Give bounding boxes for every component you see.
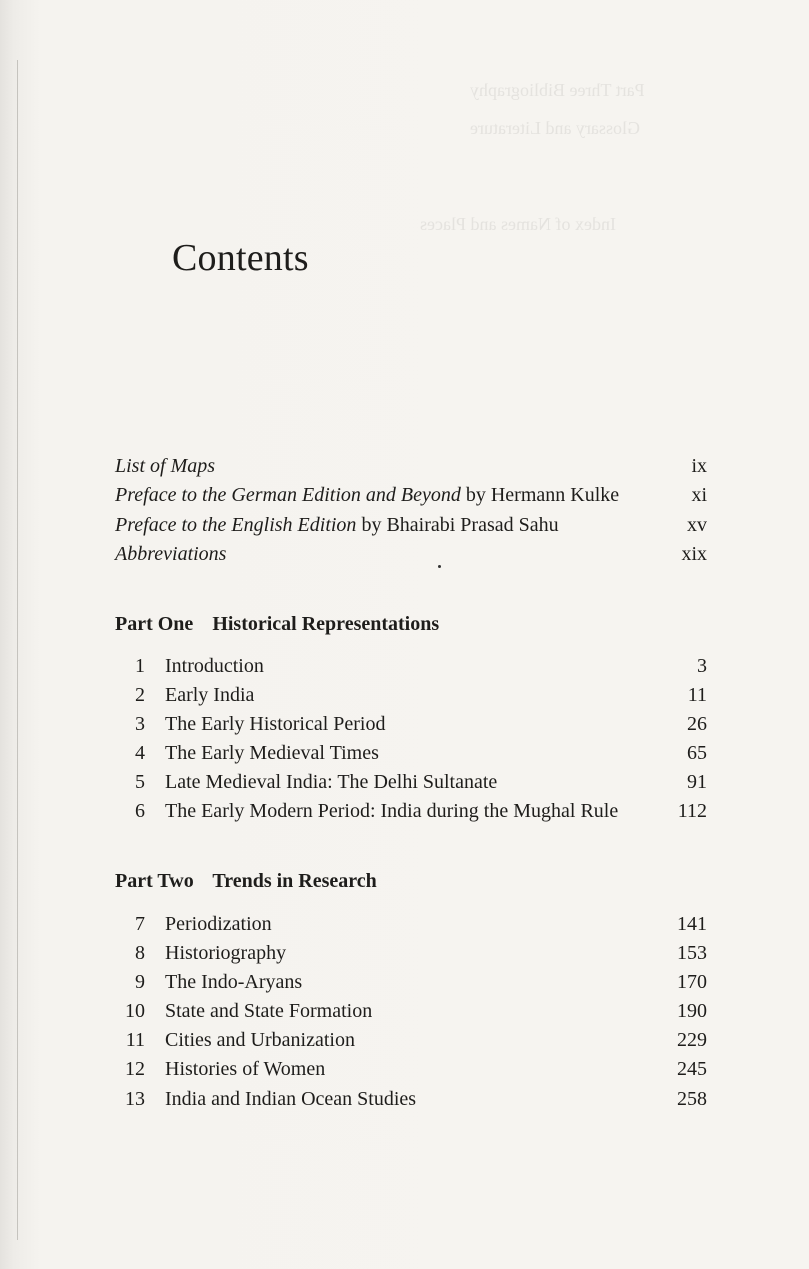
chapter-row [115,910,707,939]
chapter-title: The Early Modern Period: India during the Mughal Rule [165,800,619,823]
chapter-page: 141 [677,913,707,935]
chapter-page: 112 [677,800,707,823]
toc-entry [115,540,707,569]
chapter-page: 258 [677,1087,707,1110]
chapter-row [115,739,707,768]
chapter-list [115,652,707,827]
chapter-title: Cities and Urbanization [165,1029,355,1052]
chapter-number: 1 [135,655,145,677]
chapter-page: 170 [677,971,707,994]
chapter-page: 229 [677,1029,707,1052]
chapter-title: Historiography [165,942,287,965]
chapter-number: 9 [135,971,145,994]
part-heading [115,866,377,896]
entry-author: by Hermann Kulke [460,484,620,507]
entry-page: xv [687,513,707,536]
chapter-page: 153 [677,942,707,965]
chapter-title: Introduction [165,655,264,677]
entry-page: xix [681,542,707,565]
bleed-through-text: Index of Names and Places [420,214,616,234]
chapter-row [115,997,707,1026]
chapter-page: 26 [687,713,707,736]
print-speck [438,565,441,568]
chapter-page: 91 [687,771,707,794]
chapter-page: 65 [687,742,707,765]
chapter-number: 4 [135,742,145,765]
chapter-number: 10 [125,1000,145,1023]
chapter-page: 11 [687,684,707,707]
chapter-number: 2 [135,684,145,707]
chapter-row [115,939,707,968]
toc-entry [115,511,707,540]
bleed-through-text: Part Three Bibliography [470,80,645,100]
page-title: Contents [172,237,309,279]
front-matter-list [115,452,707,569]
chapter-page: 190 [677,1000,707,1023]
chapter-title: The Indo-Aryans [165,971,303,994]
chapter-row [115,710,707,739]
chapter-number: 7 [135,913,145,935]
chapter-row [115,1055,707,1084]
chapter-row [115,1085,707,1114]
entry-title: Abbreviations [115,542,227,565]
chapter-number: 11 [125,1029,145,1052]
bleed-through-text: Glossary and Literature [470,118,640,138]
chapter-row [115,797,707,826]
chapter-title: State and State Formation [165,1000,373,1023]
part-heading [115,609,439,639]
entry-title: Preface to the English Edition [115,513,357,536]
chapter-row [115,1026,707,1055]
part-title: Historical Representations [212,613,440,635]
part-label: Part Two [115,870,194,892]
chapter-number: 3 [135,713,145,736]
chapter-page: 245 [677,1058,707,1081]
chapter-list [115,910,707,1114]
page-gutter [17,60,18,1240]
chapter-page: 3 [697,655,707,677]
entry-page: ix [691,455,707,477]
part-title: Trends in Research [212,870,377,892]
toc-entry [115,452,707,481]
chapter-title: Periodization [165,913,272,935]
chapter-title: The Early Medieval Times [165,742,379,765]
chapter-number: 13 [125,1087,145,1110]
chapter-row [115,968,707,997]
chapter-number: 12 [125,1058,145,1081]
part-label: Part One [115,613,194,635]
entry-author: by Bhairabi Prasad Sahu [356,513,559,536]
chapter-title: Late Medieval India: The Delhi Sultanate [165,771,498,794]
chapter-number: 5 [135,771,145,794]
chapter-title: Early India [165,684,255,707]
chapter-row [115,652,707,681]
chapter-number: 8 [135,942,145,965]
entry-title: Preface to the German Edition and Beyond [115,484,461,507]
toc-entry [115,481,707,510]
chapter-title: India and Indian Ocean Studies [165,1087,417,1110]
entry-page: xi [691,484,707,507]
chapter-title: Histories of Women [165,1058,326,1081]
chapter-number: 6 [135,800,145,823]
chapter-row [115,681,707,710]
chapter-row [115,768,707,797]
entry-title: List of Maps [115,455,216,477]
chapter-title: The Early Historical Period [165,713,386,736]
